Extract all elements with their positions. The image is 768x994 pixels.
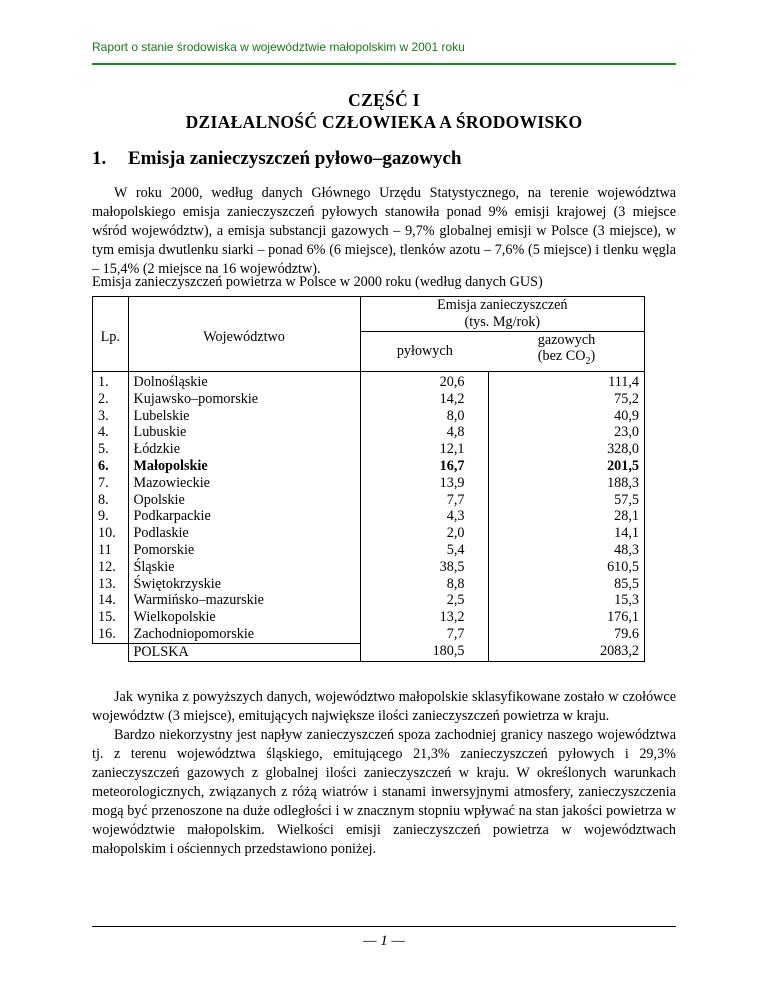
cell-gazowych: 610,5 [489, 559, 645, 576]
table-row [93, 458, 645, 475]
cell-gazowych: 23,0 [489, 424, 645, 441]
header-gazowych: gazowych [489, 331, 645, 348]
table-row [93, 424, 645, 441]
cell-lp: 5. [93, 441, 129, 458]
cell-pylowych: 20,6 [360, 372, 489, 391]
cell-gazowych: 40,9 [489, 408, 645, 425]
cell-gazowych: 111,4 [489, 372, 645, 391]
header-group [360, 297, 644, 332]
cell-gazowych: 28,1 [489, 508, 645, 525]
table-row [93, 626, 645, 643]
cell-lp: 14. [93, 592, 129, 609]
cell-lp: 16. [93, 626, 129, 643]
cell-wojewodztwo: Wielkopolskie [128, 609, 360, 626]
table-total-row [93, 643, 645, 661]
cell-wojewodztwo: Podlaskie [128, 525, 360, 542]
table-row [93, 372, 645, 391]
cell-wojewodztwo: Kujawsko–pomorskie [128, 391, 360, 408]
cell-gazowych: 79.6 [489, 626, 645, 643]
cell-lp: 4. [93, 424, 129, 441]
table-row [93, 408, 645, 425]
section-number: 1. [92, 148, 107, 169]
part-title [92, 89, 676, 133]
header-lp: Lp. [93, 297, 129, 372]
section-heading [92, 148, 676, 170]
cell-gazowych: 85,5 [489, 576, 645, 593]
cell-wojewodztwo: Dolnośląskie [128, 372, 360, 391]
footer-rule [92, 926, 676, 927]
table-row [93, 525, 645, 542]
running-header: Raport o stanie środowiska w województwie małopolskim w 2001 roku [92, 40, 465, 54]
cell-wojewodztwo: Pomorskie [128, 542, 360, 559]
cell-pylowych: 13,9 [360, 475, 489, 492]
cell-lp: 15. [93, 609, 129, 626]
cell-pylowych: 12,1 [360, 441, 489, 458]
part-title-line2: DZIAŁALNOŚĆ CZŁOWIEKA A ŚRODOWISKO [185, 112, 583, 132]
cell-wojewodztwo: Łódzkie [128, 441, 360, 458]
cell-wojewodztwo: Świętokrzyskie [128, 576, 360, 593]
table-row [93, 559, 645, 576]
cell-lp: 13. [93, 576, 129, 593]
cell-pylowych: 4,8 [360, 424, 489, 441]
cell-total-gazowych: 2083,2 [489, 643, 645, 661]
page-number: — 1 — [363, 933, 405, 949]
cell-pylowych: 7,7 [360, 492, 489, 509]
cell-pylowych: 7,7 [360, 626, 489, 643]
cell-gazowych: 201,5 [489, 458, 645, 475]
cell-pylowych: 2,0 [360, 525, 489, 542]
cell-wojewodztwo: Warmińsko–mazurskie [128, 592, 360, 609]
cell-gazowych: 75,2 [489, 391, 645, 408]
header-gaz-unit-close: ) [590, 348, 596, 365]
table-row [93, 542, 645, 559]
paragraph-summary: Jak wynika z powyższych danych, województwo małopolskie sklasyfikowane zostało w czołówce województw (3 miejsce), emitujących największe ilości zanieczyszczeń powietrza w kraju. [92, 689, 676, 724]
section-title: Emisja zanieczyszczeń pyłowo–gazowych [128, 148, 462, 169]
table-row [93, 592, 645, 609]
cell-wojewodztwo: Śląskie [128, 559, 360, 576]
cell-pylowych: 8,8 [360, 576, 489, 593]
cell-lp: 10. [93, 525, 129, 542]
cell-gazowych: 57,5 [489, 492, 645, 509]
emission-table [92, 296, 645, 662]
table-row [93, 609, 645, 626]
cell-lp: 1. [93, 372, 129, 391]
cell-total-pylowych: 180,5 [360, 643, 489, 661]
header-gaz-unit-sub: 2 [585, 356, 591, 368]
header-gaz-unit-text: (bez CO [537, 348, 586, 365]
cell-pylowych: 13,2 [360, 609, 489, 626]
cell-gazowych: 48,3 [489, 542, 645, 559]
cell-pylowych: 4,3 [360, 508, 489, 525]
cell-gazowych: 176,1 [489, 609, 645, 626]
cell-lp: 12. [93, 559, 129, 576]
cell-gazowych: 328,0 [489, 441, 645, 458]
cell-total-name: POLSKA [128, 643, 360, 661]
table-row [93, 441, 645, 458]
table-row [93, 391, 645, 408]
paragraph-silesia: Bardzo niekorzystny jest napływ zanieczyszczeń spoza zachodniej granicy naszego województwa tj. z terenu województwa śląskiego, emitującego 21,3% zanieczyszczeń pyłowych i 29,3% zanieczyszczeń gazowych z globalnej ilości zanieczyszczeń w kraju. W określonych warunkach meteorologicznych, związanych z różą wiatrów i stanami inwersyjnymi atmosfery, zanieczyszczenia mogą być przenoszone na duże odległości i w znacznym stopniu wpływać na stan jakości powietrza w województwie małopolskim. Wielkości emisji zanieczyszczeń powietrza w województwach małopolskim i ościennych przedstawiono poniżej. [92, 727, 676, 857]
cell-pylowych: 2,5 [360, 592, 489, 609]
cell-wojewodztwo: Podkarpackie [128, 508, 360, 525]
table-row [93, 475, 645, 492]
header-pylowych: pyłowych [360, 331, 489, 371]
header-rule [92, 63, 676, 65]
cell-wojewodztwo: Mazowieckie [128, 475, 360, 492]
cell-lp: 7. [93, 475, 129, 492]
cell-pylowych: 8,0 [360, 408, 489, 425]
cell-gazowych: 15,3 [489, 592, 645, 609]
header-wojewodztwo: Województwo [128, 297, 360, 372]
table-row [93, 576, 645, 593]
table-row [93, 492, 645, 509]
cell-wojewodztwo: Lubelskie [128, 408, 360, 425]
header-gazowych-unit [489, 348, 645, 371]
paragraph-intro: W roku 2000, według danych Głównego Urzędu Statystycznego, na terenie województwa małopolskiego emisja zanieczyszczeń pyłowych stanowiła ponad 9% emisji krajowej (3 miejsce wśród województw), a emisja substancji gazowych – 9,7% globalnej emisji w Polsce (3 miejsce), w tym emisja dwutlenku siarki – ponad 6% (6 miejsce), tlenków azotu – 7,6% (5 miejsce) i tlenku węgla – 15,4% (2 miejsce na 16 województw). [92, 185, 676, 277]
cell-pylowych: 5,4 [360, 542, 489, 559]
cell-empty [93, 643, 129, 661]
table-caption: Emisja zanieczyszczeń powietrza w Polsce w 2000 roku (według danych GUS) [92, 274, 543, 290]
header-group-line1: Emisja zanieczyszczeń [437, 297, 568, 313]
cell-lp: 9. [93, 508, 129, 525]
cell-wojewodztwo: Zachodniopomorskie [128, 626, 360, 643]
cell-lp: 6. [93, 458, 129, 475]
cell-pylowych: 38,5 [360, 559, 489, 576]
cell-lp: 2. [93, 391, 129, 408]
cell-wojewodztwo: Małopolskie [128, 458, 360, 475]
cell-lp: 3. [93, 408, 129, 425]
table-row [93, 508, 645, 525]
cell-gazowych: 188,3 [489, 475, 645, 492]
cell-pylowych: 14,2 [360, 391, 489, 408]
cell-wojewodztwo: Opolskie [128, 492, 360, 509]
table-header-row [93, 297, 645, 332]
cell-gazowych: 14,1 [489, 525, 645, 542]
part-title-line1: CZĘŚĆ I [348, 90, 420, 110]
cell-lp: 8. [93, 492, 129, 509]
header-group-line2: (tys. Mg/rok) [464, 313, 541, 330]
cell-lp: 11 [93, 542, 129, 559]
cell-wojewodztwo: Lubuskie [128, 424, 360, 441]
cell-pylowych: 16,7 [360, 458, 489, 475]
